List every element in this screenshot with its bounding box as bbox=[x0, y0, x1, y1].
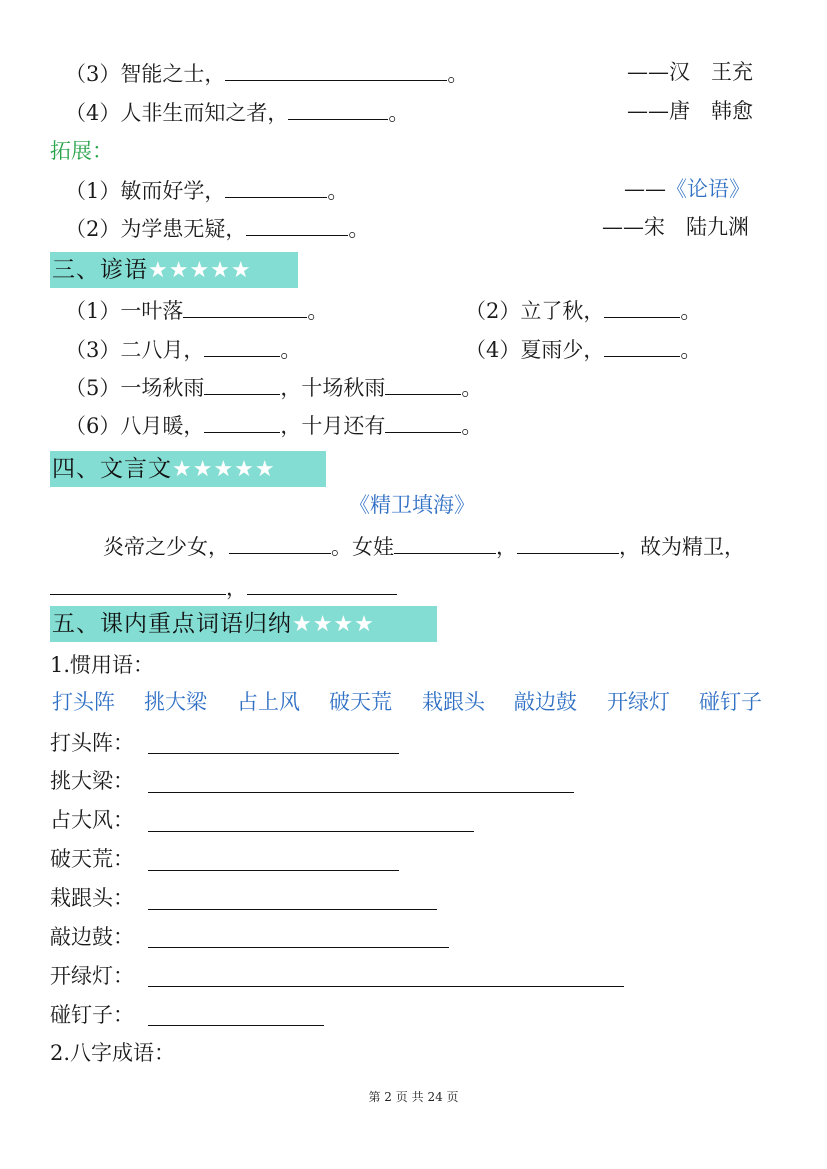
item-number: （2） bbox=[65, 217, 121, 241]
extension-2-attribution: ——宋 陆九渊 bbox=[602, 215, 749, 239]
footer-text: 页 bbox=[395, 1090, 408, 1104]
star-rating: ★★★★★ bbox=[148, 258, 252, 283]
proverb-1 bbox=[65, 299, 328, 322]
answer-blank[interactable] bbox=[385, 414, 461, 433]
item-number: （2） bbox=[465, 299, 521, 323]
section-header-key-words bbox=[50, 606, 437, 642]
proverb-text: 一叶落 bbox=[120, 299, 184, 323]
fill-line-3[interactable] bbox=[148, 870, 399, 871]
answer-blank[interactable] bbox=[288, 101, 388, 120]
proverb-text: ，十月还有 bbox=[280, 414, 386, 438]
section-header-classical-chinese bbox=[50, 451, 326, 487]
subheading-idioms: 1.惯用语： bbox=[50, 653, 155, 677]
quote-4 bbox=[65, 101, 409, 124]
section-title: 五、课内重点词语归纳 bbox=[52, 611, 292, 637]
page-total: 24 bbox=[427, 1090, 443, 1104]
section-title: 三、谚语 bbox=[52, 257, 148, 283]
section-title: 四、文言文 bbox=[52, 456, 172, 482]
fill-line-2[interactable] bbox=[148, 831, 474, 832]
answer-blank[interactable] bbox=[517, 535, 619, 554]
proverb-4 bbox=[465, 338, 701, 361]
punctuation: 。 bbox=[461, 376, 483, 400]
extension-label: 拓展： bbox=[50, 139, 113, 163]
quote-4-attribution: ——唐 韩愈 bbox=[627, 99, 753, 123]
punctuation: 。 bbox=[461, 414, 483, 438]
answer-blank[interactable] bbox=[204, 338, 280, 357]
page-number: 2 bbox=[384, 1090, 392, 1104]
punctuation: 。 bbox=[348, 217, 370, 241]
quote-text: 智能之士， bbox=[120, 62, 226, 86]
passage-text: 。女娃 bbox=[331, 535, 394, 559]
punctuation: 。 bbox=[680, 299, 702, 323]
answer-blank[interactable] bbox=[246, 217, 348, 236]
punctuation: ， bbox=[226, 576, 247, 600]
idiom-0: 打头阵 bbox=[52, 690, 115, 714]
idiom-3: 破天荒 bbox=[329, 690, 392, 714]
book-title: 《论语》 bbox=[666, 177, 750, 201]
fill-label-2: 占大风： bbox=[50, 808, 134, 832]
idiom-4: 栽跟头 bbox=[422, 690, 485, 714]
fill-label-0: 打头阵： bbox=[50, 731, 134, 755]
punctuation: 。 bbox=[388, 101, 410, 125]
fill-line-5[interactable] bbox=[148, 947, 449, 948]
punctuation: 。 bbox=[280, 338, 302, 362]
quote-text: 敏而好学， bbox=[120, 179, 226, 203]
fill-line-4[interactable] bbox=[148, 909, 437, 910]
footer-text: 共 bbox=[411, 1090, 424, 1104]
proverb-text: 立了秋， bbox=[520, 299, 605, 323]
passage-line-2 bbox=[50, 576, 397, 599]
quote-3 bbox=[65, 62, 468, 85]
quote-3-attribution: ——汉 王充 bbox=[627, 60, 753, 84]
proverb-text: 夏雨少， bbox=[520, 338, 605, 362]
proverb-3 bbox=[65, 338, 301, 361]
punctuation: ， bbox=[496, 535, 517, 559]
subheading-eight-char-idioms: 2.八字成语： bbox=[50, 1041, 176, 1065]
item-number: （4） bbox=[65, 101, 121, 125]
quote-text: 为学患无疑， bbox=[120, 217, 247, 241]
passage-title: 《精卫填海》 bbox=[349, 493, 475, 517]
proverb-text: ，十场秋雨 bbox=[280, 376, 386, 400]
fill-label-3: 破天荒： bbox=[50, 847, 134, 871]
idiom-7: 碰钉子 bbox=[699, 690, 762, 714]
passage-text: ，故为精卫， bbox=[619, 535, 745, 559]
fill-line-6[interactable] bbox=[148, 986, 624, 987]
quote-text: 人非生而知之者， bbox=[120, 101, 289, 125]
extension-1-attribution bbox=[624, 179, 750, 200]
punctuation: 。 bbox=[680, 338, 702, 362]
fill-label-7: 碰钉子： bbox=[50, 1003, 134, 1027]
extension-1 bbox=[65, 179, 348, 202]
answer-blank[interactable] bbox=[204, 376, 280, 395]
fill-label-5: 敲边鼓： bbox=[50, 925, 134, 949]
proverb-text: 一场秋雨 bbox=[120, 376, 205, 400]
answer-blank[interactable] bbox=[225, 62, 447, 81]
footer-text: 第 bbox=[368, 1090, 381, 1104]
idiom-1: 挑大梁 bbox=[144, 690, 207, 714]
fill-line-1[interactable] bbox=[148, 792, 574, 793]
section-header-proverbs bbox=[50, 252, 298, 288]
punctuation: 。 bbox=[307, 299, 329, 323]
answer-blank[interactable] bbox=[604, 299, 680, 318]
answer-blank[interactable] bbox=[247, 576, 397, 595]
proverb-6 bbox=[65, 414, 482, 437]
idiom-5: 敲边鼓 bbox=[514, 690, 577, 714]
item-number: （5） bbox=[65, 376, 121, 400]
answer-blank[interactable] bbox=[604, 338, 680, 357]
answer-blank[interactable] bbox=[394, 535, 496, 554]
attribution-dash: —— bbox=[624, 177, 666, 201]
proverb-text: 二八月， bbox=[120, 338, 205, 362]
punctuation: 。 bbox=[447, 62, 469, 86]
fill-label-1: 挑大梁： bbox=[50, 769, 134, 793]
answer-blank[interactable] bbox=[225, 179, 327, 198]
idiom-6: 开绿灯 bbox=[607, 690, 670, 714]
item-number: （1） bbox=[65, 179, 121, 203]
proverb-5 bbox=[65, 376, 482, 399]
answer-blank[interactable] bbox=[204, 414, 280, 433]
fill-label-4: 栽跟头： bbox=[50, 886, 134, 910]
star-rating: ★★★★★ bbox=[172, 457, 276, 482]
passage-line-1 bbox=[103, 535, 745, 558]
extension-2 bbox=[65, 217, 369, 240]
proverb-2 bbox=[465, 299, 701, 322]
item-number: （1） bbox=[65, 299, 121, 323]
footer-text: 页 bbox=[446, 1090, 459, 1104]
answer-blank[interactable] bbox=[183, 299, 307, 318]
fill-label-6: 开绿灯： bbox=[50, 964, 134, 988]
star-rating: ★★★★ bbox=[292, 612, 375, 637]
answer-blank[interactable] bbox=[229, 535, 331, 554]
idiom-2: 占上风 bbox=[237, 690, 300, 714]
item-number: （4） bbox=[465, 338, 521, 362]
item-number: （6） bbox=[65, 414, 121, 438]
passage-text: 炎帝之少女， bbox=[103, 535, 229, 559]
fill-line-0[interactable] bbox=[148, 753, 399, 754]
punctuation: 。 bbox=[327, 179, 349, 203]
fill-line-7[interactable] bbox=[148, 1025, 324, 1026]
page-footer bbox=[0, 1088, 827, 1105]
answer-blank[interactable] bbox=[50, 576, 226, 595]
proverb-text: 八月暖， bbox=[120, 414, 205, 438]
answer-blank[interactable] bbox=[385, 376, 461, 395]
item-number: （3） bbox=[65, 62, 121, 86]
item-number: （3） bbox=[65, 338, 121, 362]
